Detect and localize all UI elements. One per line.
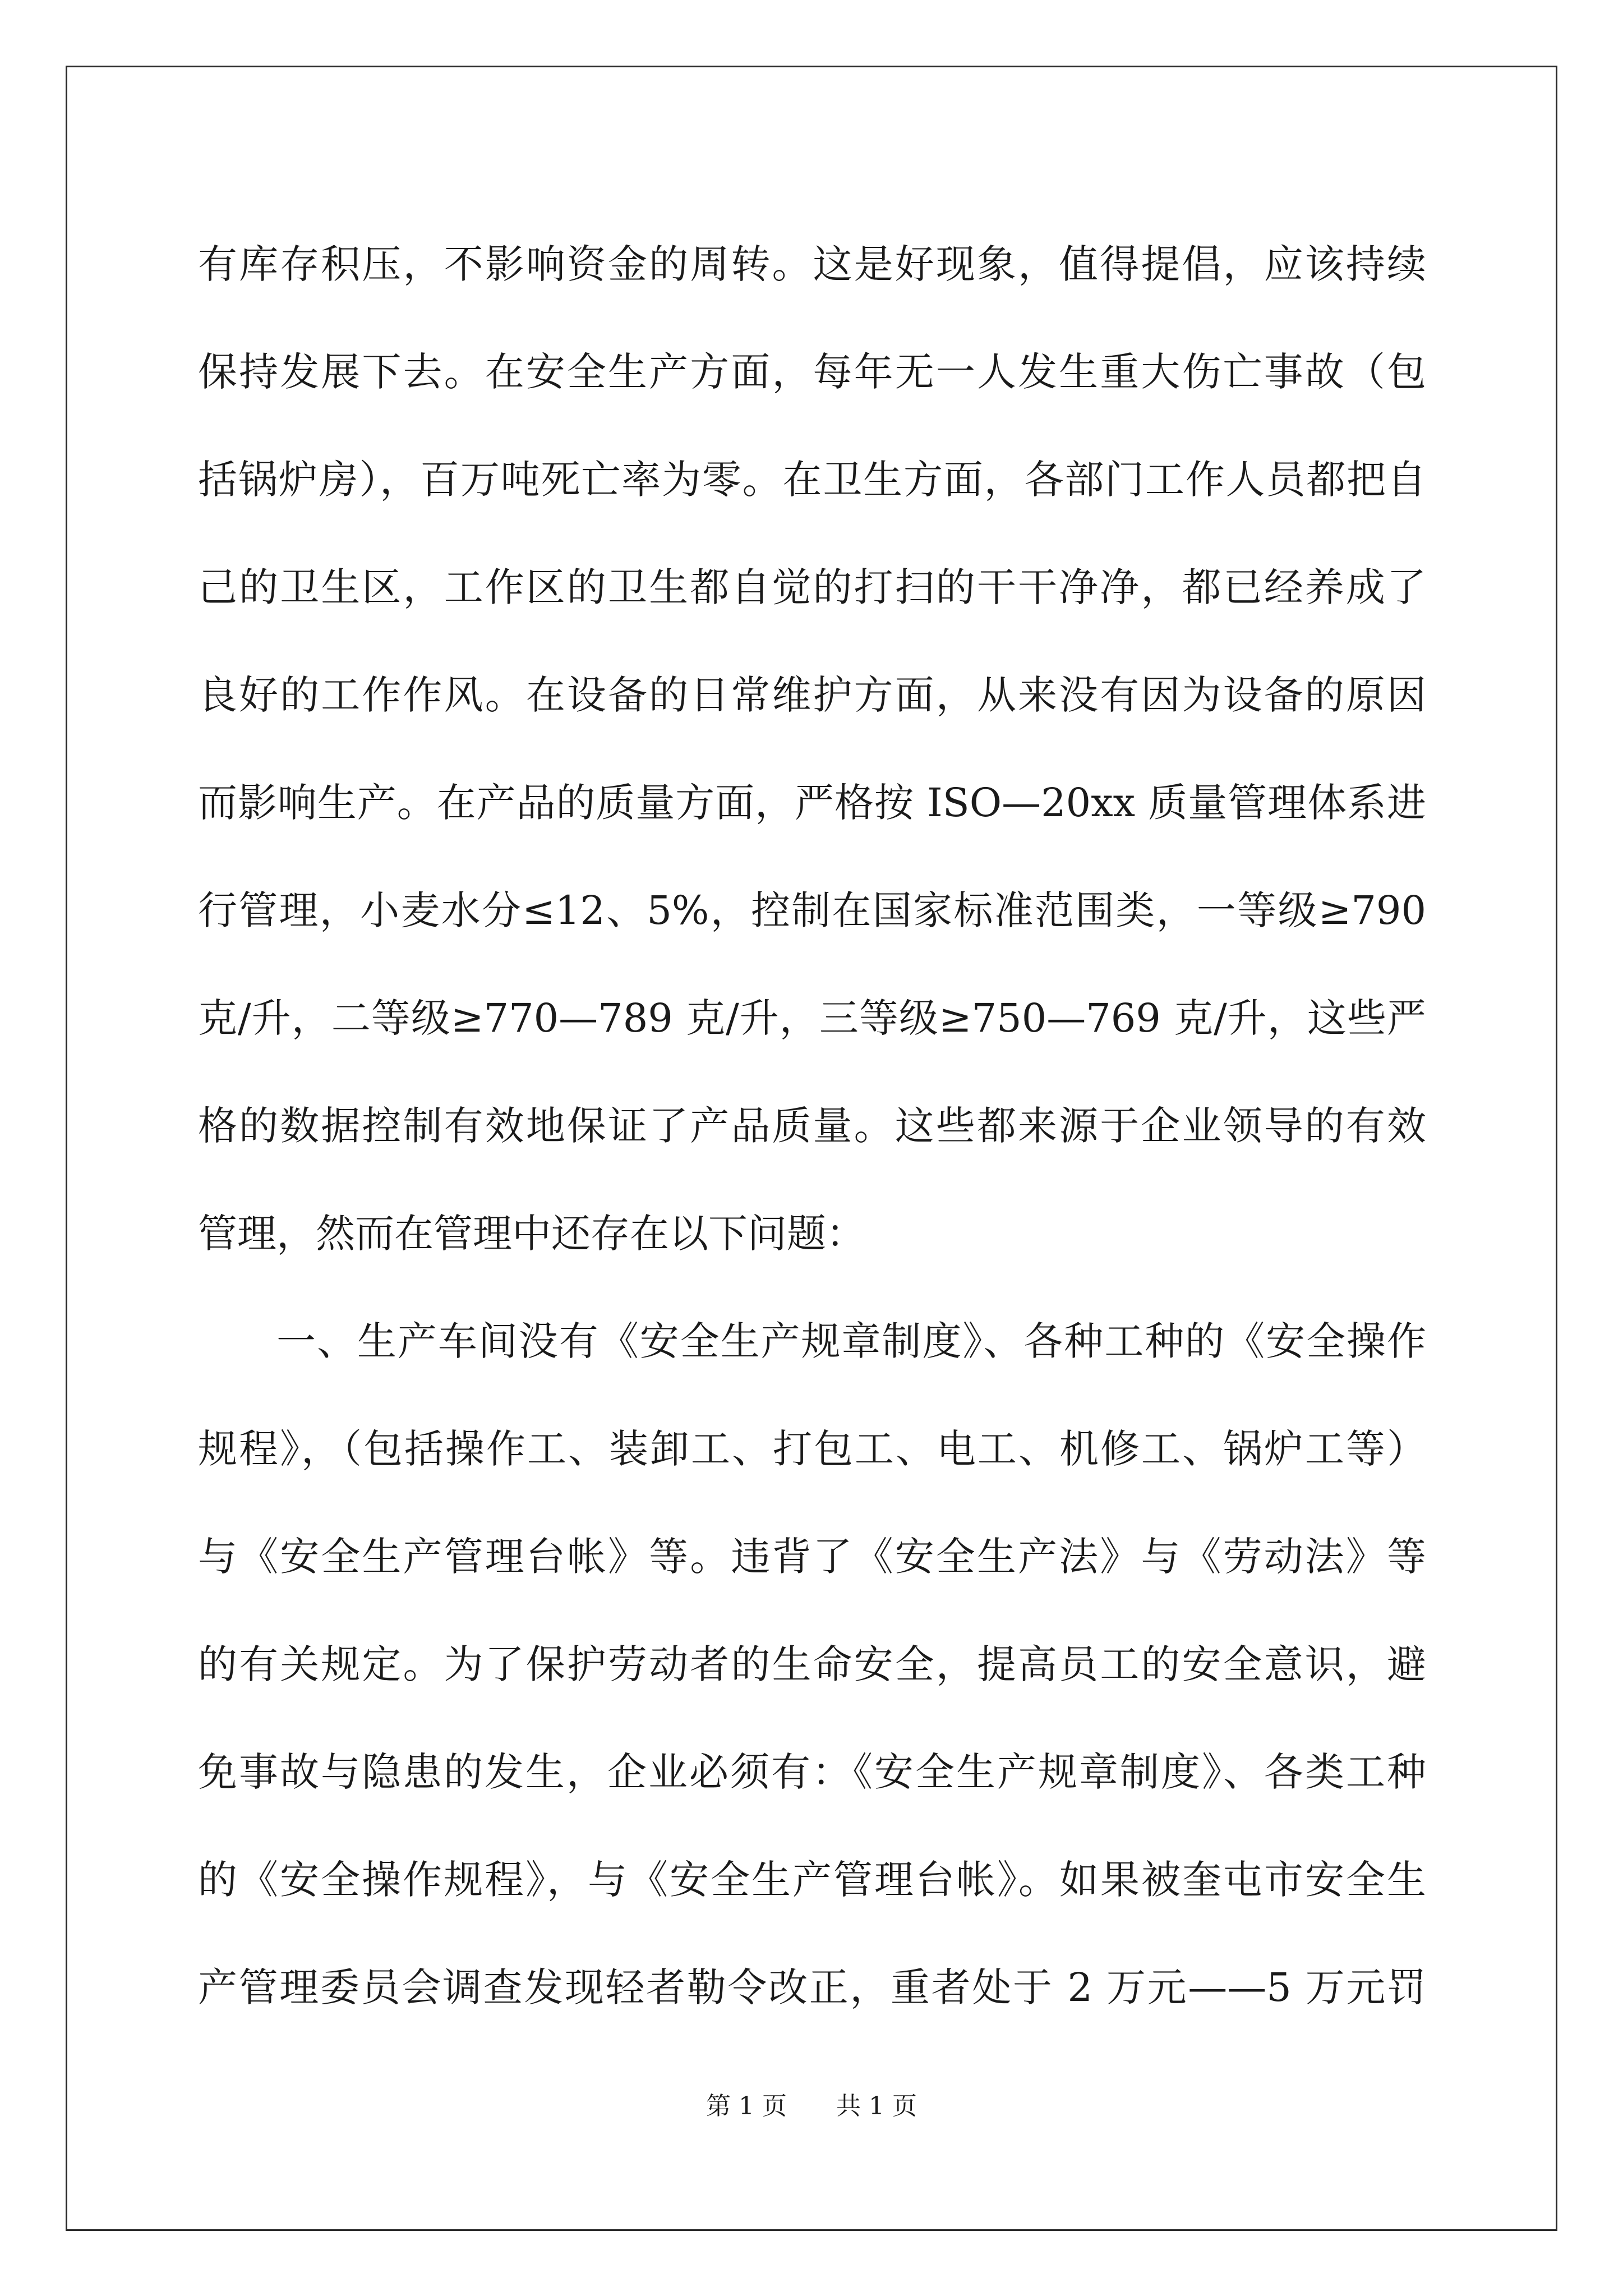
text-line: 免事故与隐患的发生，企业必须有：《安全生产规章制度》、各类工种 (198, 1749, 1426, 1795)
text-line: 产管理委员会调查发现轻者勒令改正，重者处于 2 万元——5 万元罚 (198, 1964, 1426, 2010)
text-line: 行管理，小麦水分≤12、5%，控制在国家标准范围类，一等级≥790 (198, 887, 1426, 933)
text-line: 一、生产车间没有《安全生产规章制度》、各种工种的《安全操作 (276, 1318, 1426, 1364)
text-line: 己的卫生区，工作区的卫生都自觉的打扫的干干净净，都已经养成了 (198, 564, 1426, 610)
text-line: 良好的工作作风。在设备的日常维护方面，从来没有因为设备的原因 (198, 672, 1426, 718)
text-line: 的《安全操作规程》，与《安全生产管理台帐》。如果被奎屯市安全生 (198, 1857, 1426, 1903)
text-line: 有库存积压，不影响资金的周转。这是好现象，值得提倡，应该持续 (198, 241, 1426, 287)
text-line: 而影响生产。在产品的质量方面，严格按 ISO—20xx 质量管理体系进 (198, 780, 1426, 826)
page-total: 共 1 页 (836, 2092, 917, 2120)
text-line: 管理，然而在管理中还存在以下问题： (198, 1211, 865, 1257)
text-line: 克/升，二等级≥770—789 克/升，三等级≥750—769 克/升，这些严 (198, 995, 1426, 1041)
text-line: 括锅炉房），百万吨死亡率为零。在卫生方面，各部门工作人员都把自 (198, 457, 1426, 503)
text-line: 格的数据控制有效地保证了产品质量。这些都来源于企业领导的有效 (198, 1103, 1426, 1149)
page-footer (0, 2090, 1623, 2123)
document-body (198, 210, 1426, 2041)
page-number: 第 1 页 (706, 2092, 787, 2120)
text-line: 规程》，（包括操作工、装卸工、打包工、电工、机修工、锅炉工等） (198, 1426, 1426, 1472)
text-line: 保持发展下去。在安全生产方面，每年无一人发生重大伤亡事故（包 (198, 349, 1426, 395)
text-line: 与《安全生产管理台帐》等。违背了《安全生产法》与《劳动法》等 (198, 1534, 1426, 1580)
text-line: 的有关规定。为了保护劳动者的生命安全，提高员工的安全意识，避 (198, 1641, 1426, 1687)
